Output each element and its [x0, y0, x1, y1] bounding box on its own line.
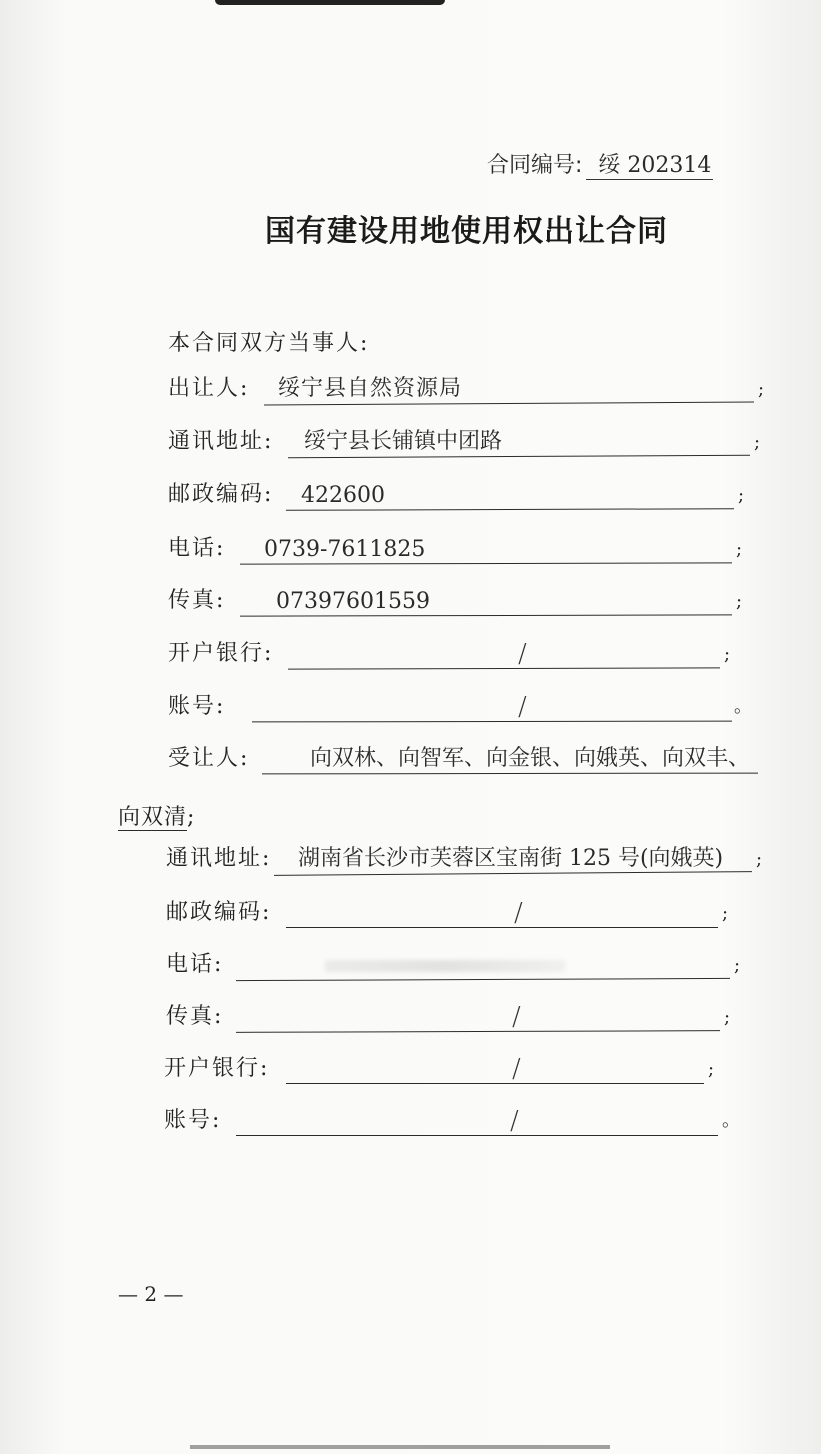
grantee-postcode-row [166, 894, 766, 928]
grantee-account-row [164, 1102, 764, 1136]
grantor-name-row [168, 370, 768, 404]
contract-number-label: 合同编号: [487, 153, 583, 178]
grantor-bank-value: / [518, 639, 527, 669]
page-number: — 2 — [118, 1282, 184, 1306]
contract-number-value: 绥 202314 [586, 148, 713, 180]
grantee-account-label: 账号: [164, 1108, 222, 1133]
grantee-name-continuation [118, 800, 195, 831]
grantee-phone-end: ; [734, 955, 741, 976]
grantee-name-label: 受让人: [168, 746, 250, 771]
grantor-postcode-label: 邮政编码: [168, 482, 274, 507]
grantee-account-value: / [510, 1106, 519, 1136]
grantor-phone-label: 电话: [168, 536, 226, 561]
grantee-bank-value: / [512, 1054, 521, 1084]
grantee-name-value-line1: 向双林、向智军、向金银、向娥英、向双丰、 [310, 746, 751, 771]
grantor-fax-row [168, 582, 768, 616]
grantor-postcode-underline [286, 508, 734, 511]
grantee-fax-underline [236, 1030, 720, 1033]
grantee-bank-end: ; [708, 1059, 715, 1080]
grantor-account-label: 账号: [168, 694, 226, 719]
grantor-phone-underline [240, 562, 732, 564]
page-title: 国有建设用地使用权出让合同 [265, 214, 668, 249]
grantor-bank-end: ; [724, 644, 731, 665]
grantor-address-underline [288, 455, 750, 458]
grantee-bank-row [164, 1050, 764, 1084]
grantee-account-underline [236, 1135, 718, 1136]
grantor-bank-label: 开户银行: [168, 641, 274, 666]
grantee-fax-label: 传真: [166, 1004, 224, 1029]
grantee-postcode-value: / [514, 898, 523, 928]
grantor-account-row [168, 688, 768, 722]
grantee-phone-label: 电话: [166, 952, 224, 977]
grantee-postcode-underline [286, 927, 718, 928]
grantor-name-underline [264, 402, 754, 406]
grantor-phone-end: ; [736, 539, 743, 560]
grantor-name-value: 绥宁县自然资源局 [278, 376, 463, 401]
grantor-phone-value: 0739-7611825 [264, 537, 426, 562]
grantor-fax-end: ; [736, 591, 743, 612]
grantee-account-end: 。 [722, 1110, 740, 1131]
grantee-address-value: 湖南省长沙市芙蓉区宝南街 125 号(向娥英) [298, 846, 724, 871]
grantee-postcode-end: ; [722, 903, 729, 924]
grantee-name-value-line2: 向双清 [118, 805, 188, 830]
grantor-fax-underline [240, 614, 732, 616]
grantor-postcode-end: ; [738, 485, 745, 506]
grantee-address-label: 通讯地址: [166, 846, 272, 871]
grantor-account-end: 。 [734, 696, 752, 717]
grantee-name-underline [262, 773, 758, 775]
grantee-phone-underline [236, 978, 730, 981]
grantor-fax-label: 传真: [168, 588, 226, 613]
grantor-account-value: / [518, 692, 527, 722]
grantor-address-value: 绥宁县长铺镇中团路 [304, 429, 503, 454]
grantee-fax-row [166, 998, 766, 1032]
grantee-fax-value: / [512, 1002, 521, 1032]
parties-intro: 本合同双方当事人: [168, 331, 370, 356]
contract-number [487, 148, 713, 180]
redacted-phone [325, 960, 565, 972]
grantee-name-row [168, 740, 768, 774]
grantee-name-end: ; [187, 805, 196, 830]
scan-edge-top [215, 0, 445, 5]
grantor-account-underline [252, 721, 732, 723]
grantor-address-row [168, 423, 768, 457]
grantee-address-row [166, 840, 786, 874]
grantee-bank-label: 开户银行: [164, 1056, 270, 1081]
grantor-name-label: 出让人: [168, 376, 250, 401]
grantor-phone-row [168, 530, 768, 564]
grantee-bank-underline [286, 1083, 704, 1084]
grantor-postcode-value: 422600 [301, 483, 385, 508]
grantor-fax-value: 07397601559 [276, 589, 430, 614]
grantor-postcode-row [168, 476, 768, 510]
grantee-fax-end: ; [724, 1007, 731, 1028]
grantor-bank-row [168, 635, 768, 669]
grantor-address-label: 通讯地址: [168, 429, 274, 454]
scan-edge-bottom [190, 1445, 610, 1449]
grantor-name-end: ; [758, 379, 765, 400]
grantor-bank-underline [288, 667, 720, 669]
grantor-address-end: ; [754, 432, 761, 453]
grantee-address-end: ; [756, 849, 763, 870]
grantee-postcode-label: 邮政编码: [166, 900, 272, 925]
